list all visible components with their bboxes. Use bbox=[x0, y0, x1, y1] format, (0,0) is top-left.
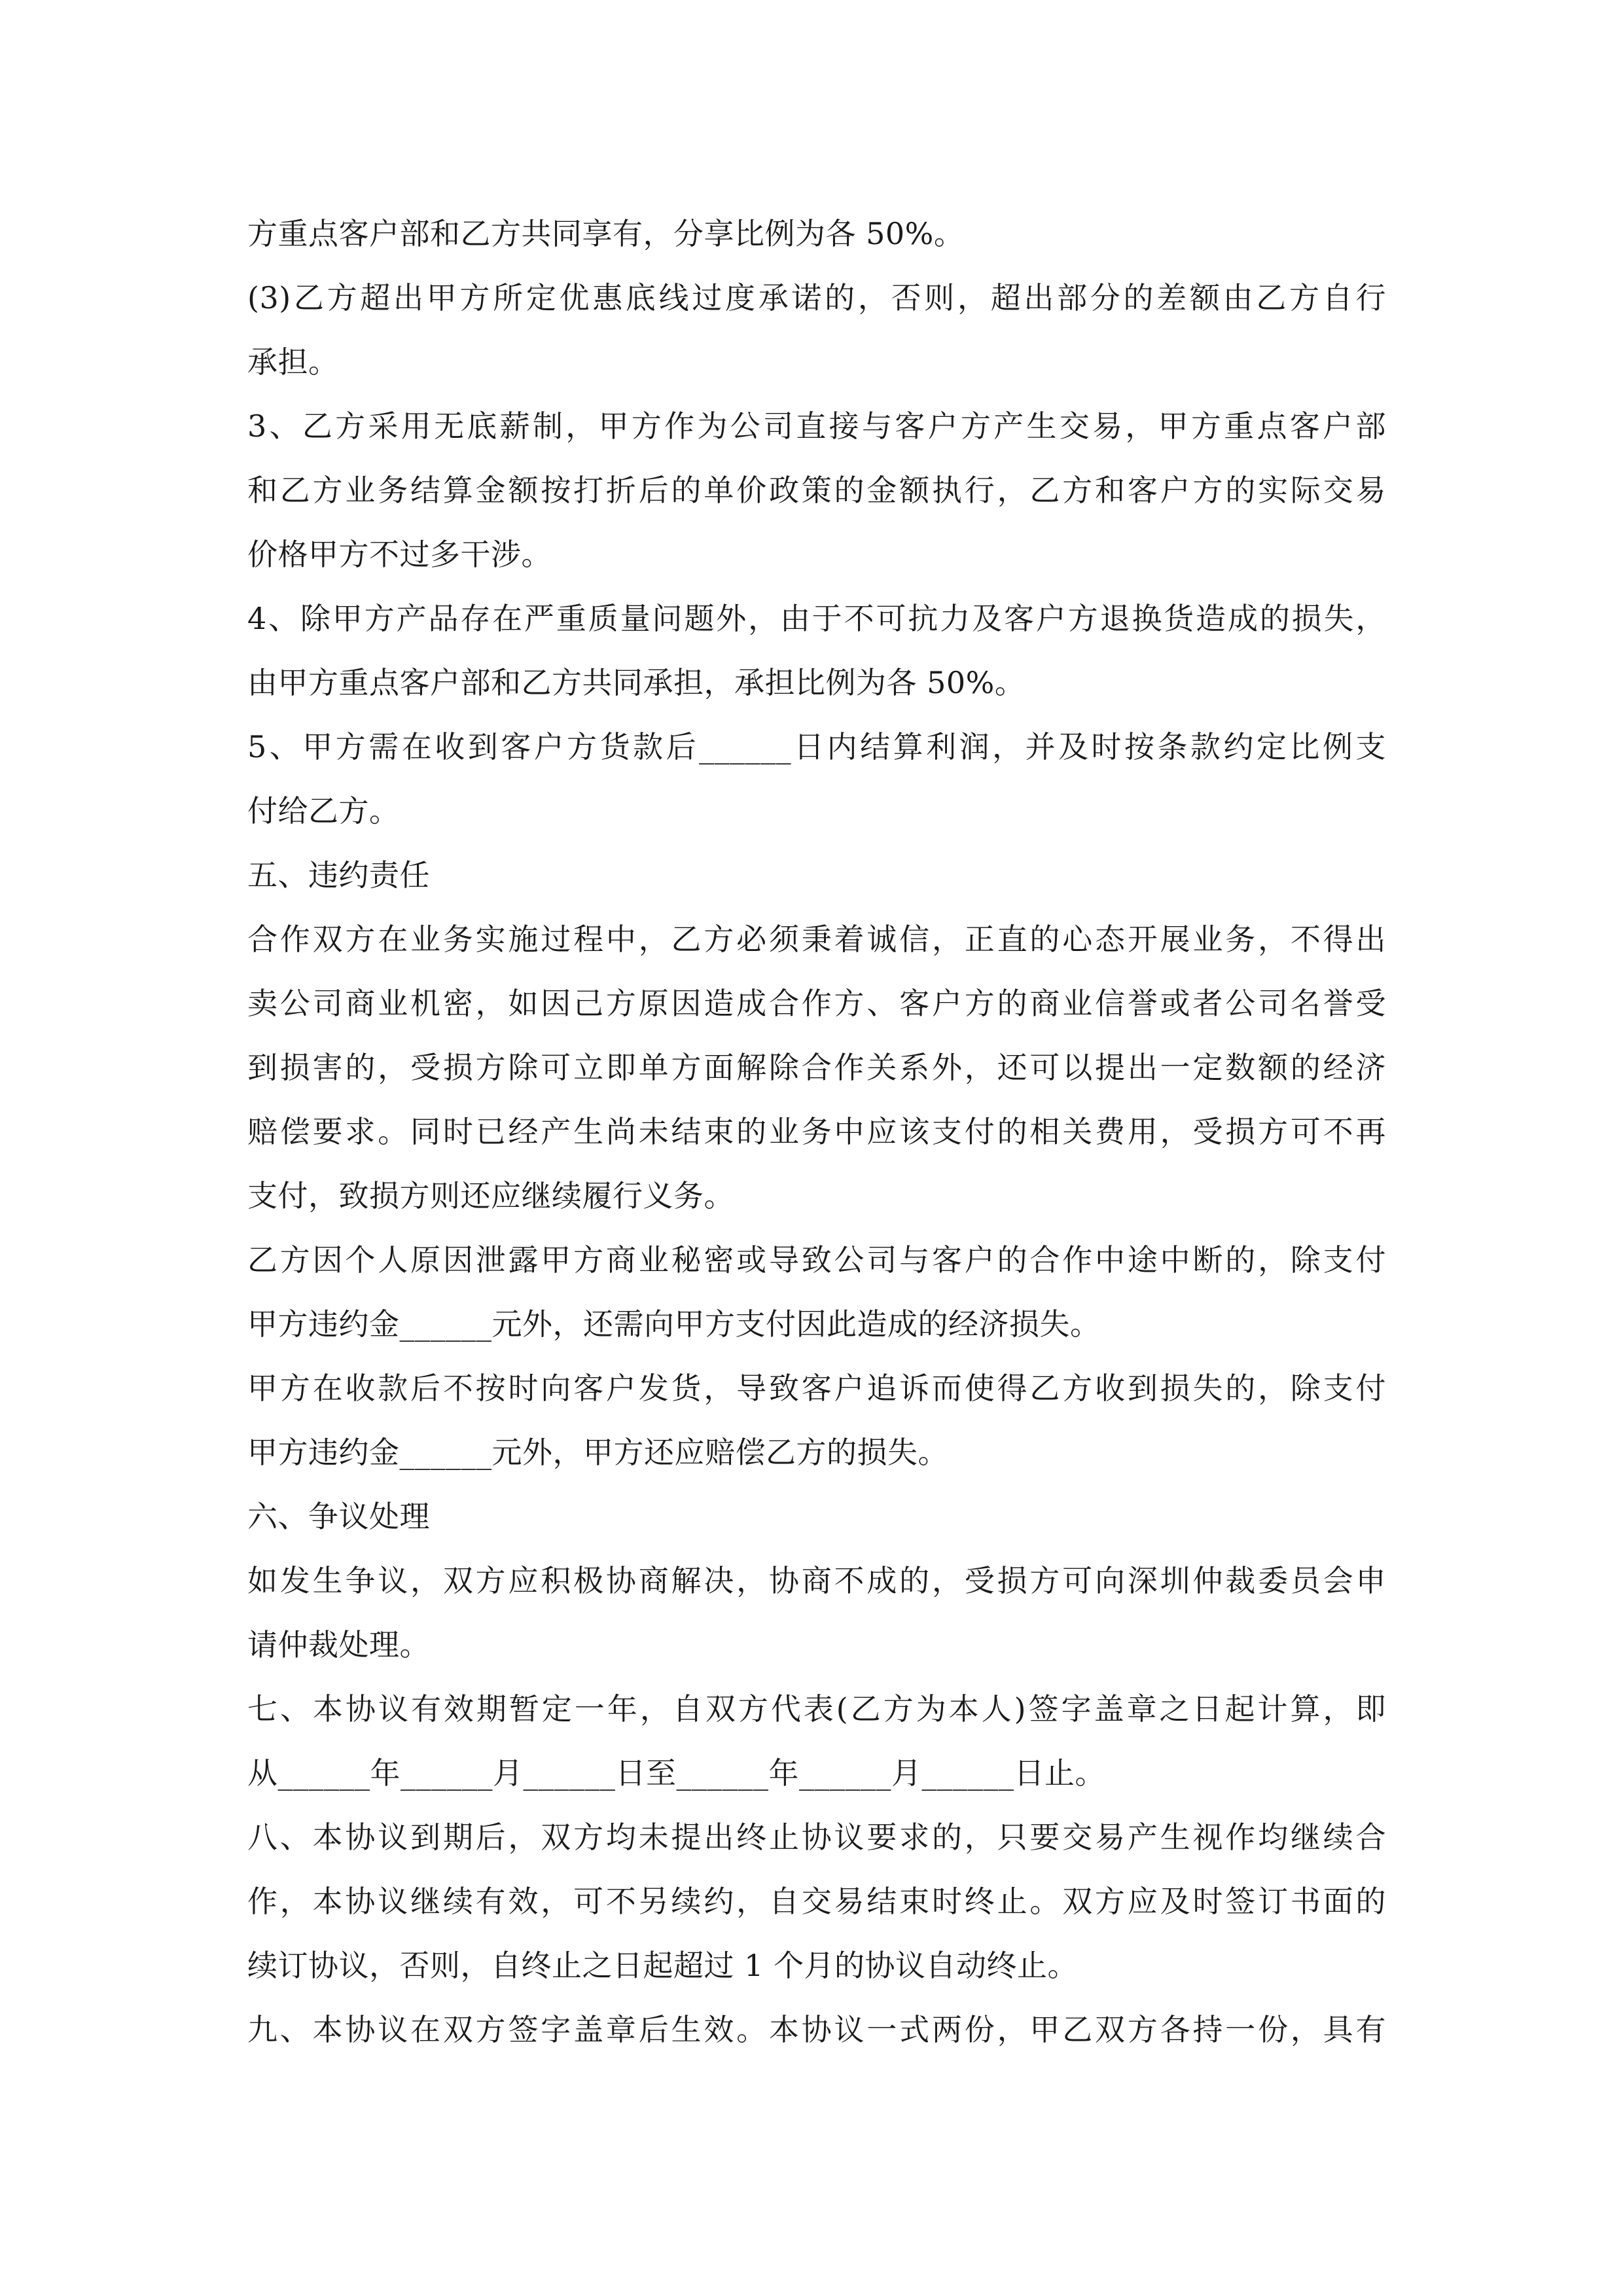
text-line: 5、甲方需在收到客户方货款后______日内结算利润，并及时按条款约定比例支 bbox=[247, 729, 1386, 764]
text-line: 请仲裁处理。 bbox=[247, 1627, 430, 1662]
text-line: 八、本协议到期后，双方均未提出终止协议要求的，只要交易产生视作均继续合 bbox=[247, 1820, 1386, 1855]
text-line: 乙方因个人原因泄露甲方商业秘密或导致公司与客户的合作中途中断的，除支付 bbox=[247, 1242, 1386, 1278]
text-line: 承担。 bbox=[247, 344, 339, 380]
text-line: 从______年______月______日至______年______月______日止。 bbox=[247, 1755, 1105, 1791]
text-line: 卖公司商业机密，如因己方原因造成合作方、客户方的商业信誉或者公司名誉受 bbox=[247, 986, 1386, 1021]
text-line: 甲方违约金______元外，还需向甲方支付因此造成的经济损失。 bbox=[247, 1306, 1101, 1342]
text-line: 赔偿要求。同时已经产生尚未结束的业务中应该支付的相关费用，受损方可不再 bbox=[247, 1114, 1386, 1149]
text-line: 价格甲方不过多干涉。 bbox=[247, 537, 552, 572]
text-line: 甲方违约金______元外，甲方还应赔偿乙方的损失。 bbox=[247, 1435, 948, 1470]
text-line: 和乙方业务结算金额按打折后的单价政策的金额执行，乙方和客户方的实际交易 bbox=[247, 473, 1386, 508]
text-line: 3、乙方采用无底薪制，甲方作为公司直接与客户方产生交易，甲方重点客户部 bbox=[247, 408, 1386, 444]
text-line: 合作双方在业务实施过程中，乙方必须秉着诚信，正直的心态开展业务，不得出 bbox=[247, 922, 1386, 957]
text-line: 七、本协议有效期暂定一年，自双方代表(乙方为本人)签字盖章之日起计算，即 bbox=[247, 1691, 1386, 1727]
document-page bbox=[247, 202, 1386, 2062]
text-line: 4、除甲方产品存在严重质量问题外，由于不可抗力及客户方退换货造成的损失， bbox=[247, 601, 1386, 636]
text-line: 到损害的，受损方除可立即单方面解除合作关系外，还可以提出一定数额的经济 bbox=[247, 1050, 1386, 1085]
text-line: 方重点客户部和乙方共同享有，分享比例为各 50%。 bbox=[247, 216, 965, 251]
text-line: 作，本协议继续有效，可不另续约，自交易结束时终止。双方应及时签订书面的 bbox=[247, 1884, 1386, 1919]
text-line: 甲方在收款后不按时向客户发货，导致客户追诉而使得乙方收到损失的，除支付 bbox=[247, 1371, 1386, 1406]
section-heading: 六、争议处理 bbox=[247, 1499, 430, 1534]
text-line: 付给乙方。 bbox=[247, 793, 400, 829]
text-line: (3)乙方超出甲方所定优惠底线过度承诺的，否则，超出部分的差额由乙方自行 bbox=[247, 280, 1386, 315]
text-line: 如发生争议，双方应积极协商解决，协商不成的，受损方可向深圳仲裁委员会申 bbox=[247, 1563, 1386, 1598]
text-line: 由甲方重点客户部和乙方共同承担，承担比例为各 50%。 bbox=[247, 665, 1026, 700]
text-line: 九、本协议在双方签字盖章后生效。本协议一式两份，甲乙双方各持一份，具有 bbox=[247, 2012, 1386, 2047]
text-line: 续订协议，否则，自终止之日起超过 1 个月的协议自动终止。 bbox=[247, 1948, 1079, 1983]
section-heading: 五、违约责任 bbox=[247, 857, 430, 893]
text-line: 支付，致损方则还应继续履行义务。 bbox=[247, 1178, 734, 1213]
